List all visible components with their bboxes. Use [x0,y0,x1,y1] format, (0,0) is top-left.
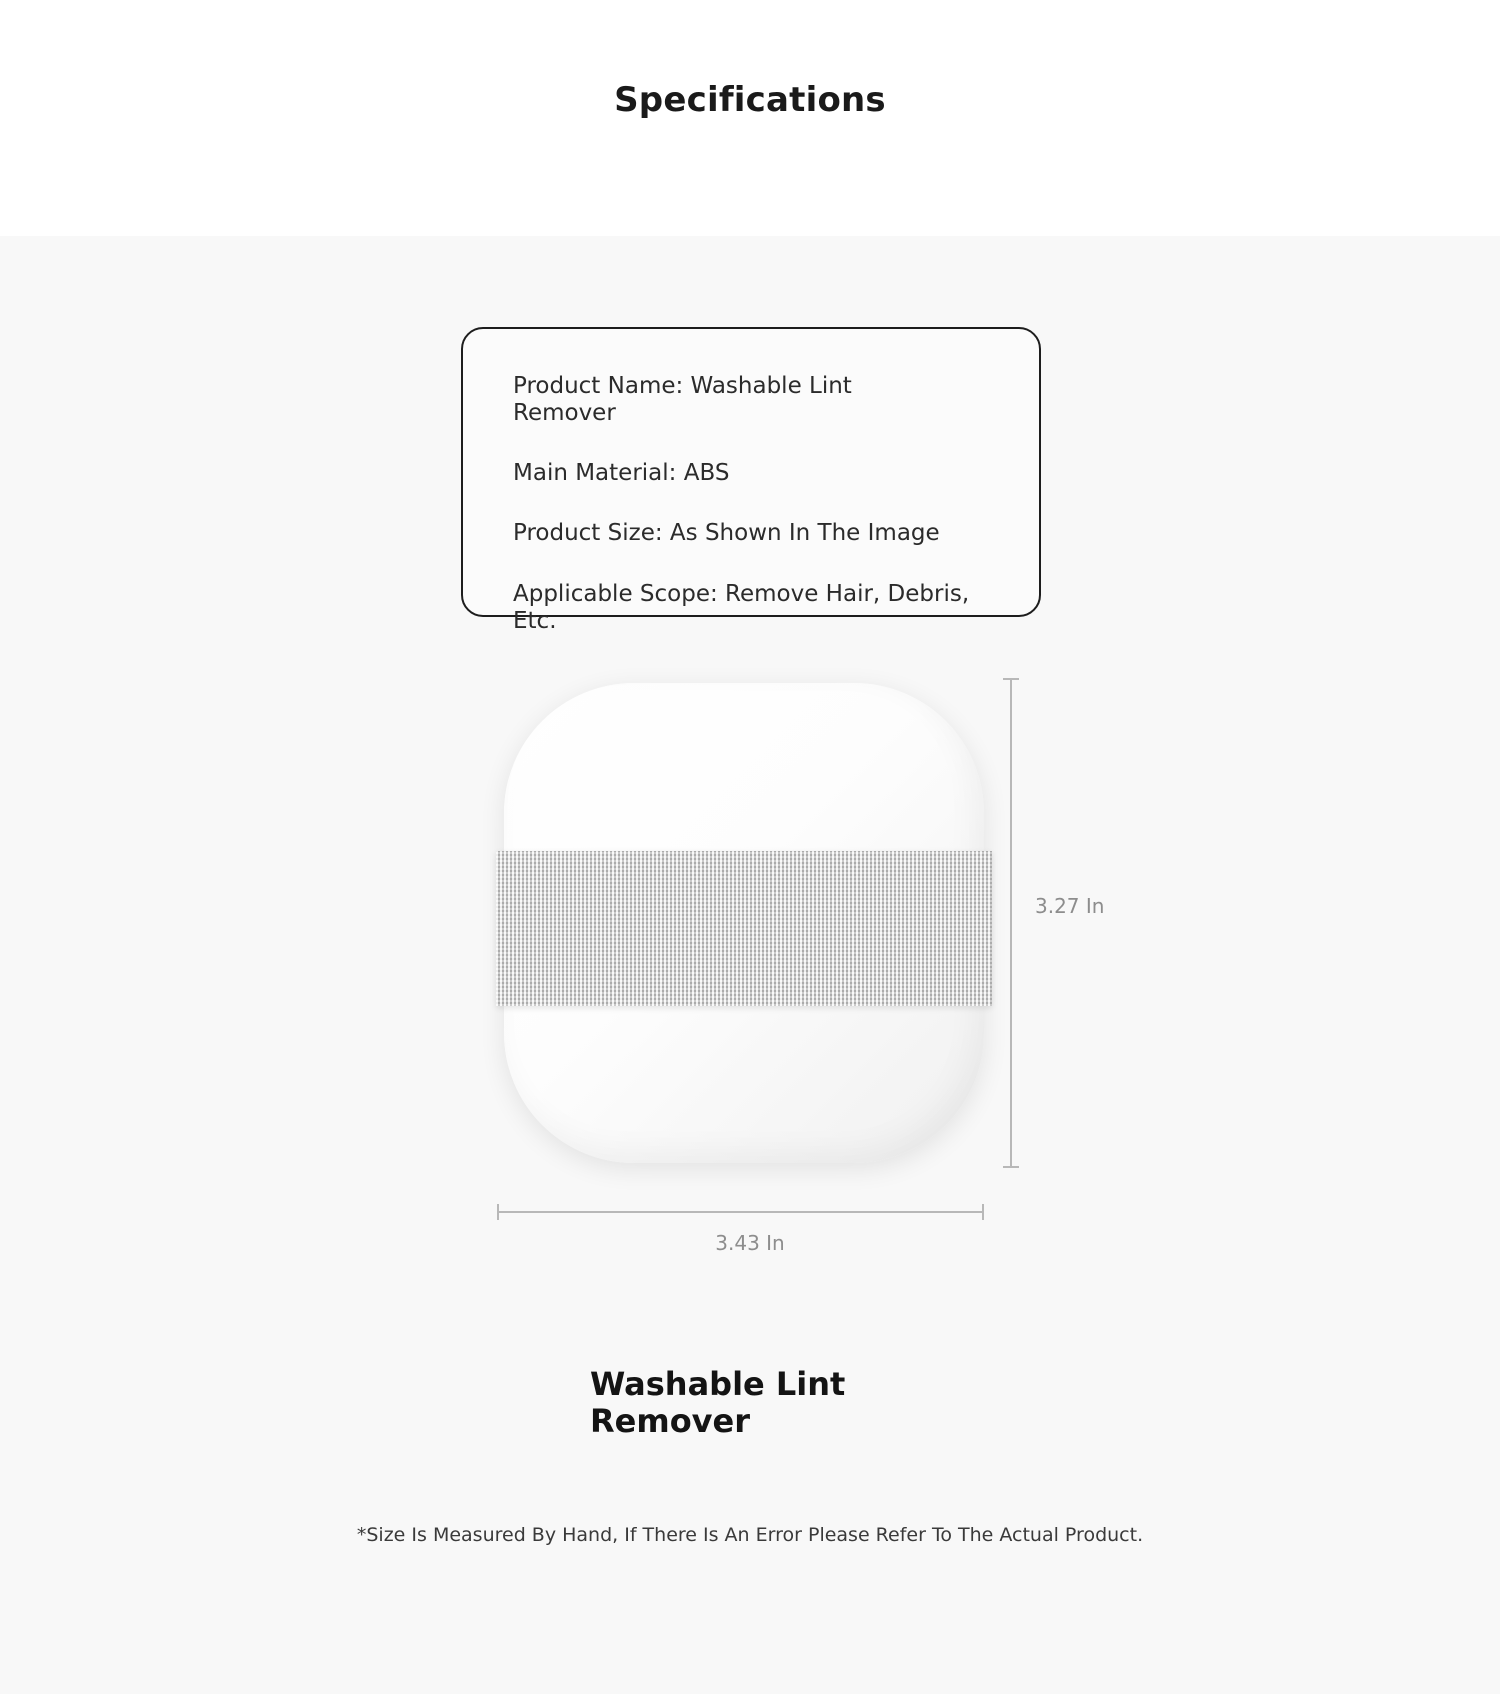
page-title: Specifications [614,80,886,120]
height-dimension-label: 3.27 In [1035,894,1105,918]
spec-product-name: Product Name: Washable Lint Remover [513,373,852,427]
size-disclaimer: *Size Is Measured By Hand, If There Is An Error Please Refer To The Actual Product. [356,1524,1144,1546]
spec-product-size: Product Size: As Shown In The Image [513,520,940,547]
spec-main-material: Main Material: ABS [513,460,730,487]
specifications-card [461,327,1041,634]
product-name-caption [0,1366,1500,1440]
spec-applicable-scope: Applicable Scope: Remove Hair, Debris, Etc. [513,580,970,634]
lint-remover-strap [496,851,992,1006]
product-illustration [0,656,1500,1255]
product-name-text: Washable Lint Remover [590,1365,846,1440]
height-dimension-line [1010,678,1012,1168]
width-dimension-label: 3.43 In [715,1231,785,1255]
page-header [0,0,1500,236]
specifications-panel [0,236,1500,1694]
width-dimension-line [497,1211,984,1213]
